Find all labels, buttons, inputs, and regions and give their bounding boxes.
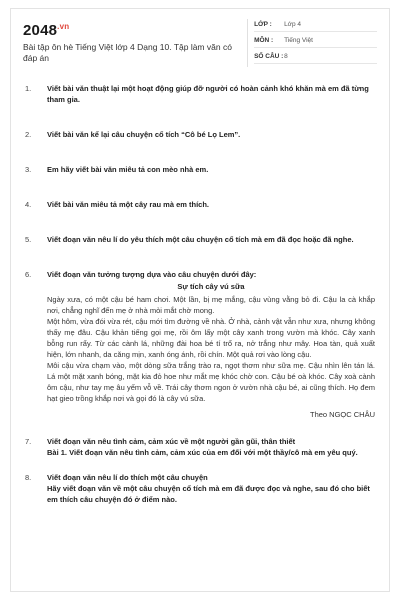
meta-label: MÔN : (254, 37, 274, 44)
story-passage (47, 281, 375, 420)
meta-row-class (254, 19, 377, 32)
question-subtask: Bài 1. Viết đoạn văn nêu tình cảm, cảm xúc của em đối với một thầy/cô mà em yêu quý. (47, 448, 358, 457)
meta-label: LỚP : (254, 21, 272, 28)
question-text: Viết bài văn kể lại câu chuyện cổ tích “Cô bé Lọ Lem”. (47, 130, 241, 139)
question-text: Viết bài văn thuật lại một hoạt động giúp đỡ người có hoàn cảnh khó khăn mà em đã từng tham gia. (47, 84, 369, 104)
question-item (25, 129, 375, 140)
question-number: 7. (25, 437, 32, 446)
question-number: 5. (25, 235, 32, 244)
header-left (23, 19, 247, 67)
question-item (25, 436, 375, 458)
meta-value: Lớp 4 (284, 21, 301, 28)
question-text: Viết đoạn văn nêu lí do yêu thích một câu chuyện cổ tích mà em đã đọc hoặc đã nghe. (47, 235, 354, 244)
question-text: Viết đoạn văn tưởng tượng dựa vào câu chuyện dưới đây: (47, 270, 257, 279)
question-number: 4. (25, 200, 32, 209)
story-paragraph: Môi cậu vừa chạm vào, một dòng sữa trắng trào ra, ngọt thơm như sữa mẹ. Cậu nhìn lên tán lá. Lá một mặt xanh bóng, mặt kia đỏ hoe như mắt mẹ khóc chờ con. Cậu bé oà khóc. Cây xoà cành ôm cậu, như tay mẹ âu yếm vỗ về. Trái cây thơm ngon ở vườn nhà cậu bé, ai cũng thích. Họ đem hạt gieo trồng khắp nơi và gọi đó là cây vú sữa. (47, 361, 375, 403)
question-text: Viết đoạn văn nêu tình cảm, cảm xúc về một người gần gũi, thân thiết (47, 437, 296, 446)
logo-tld: .vn (57, 22, 70, 31)
worksheet-title: Bài tập ôn hè Tiếng Việt lớp 4 Dạng 10. Tập làm văn có đáp án (23, 42, 232, 63)
question-item (25, 164, 375, 175)
question-number: 6. (25, 270, 32, 279)
question-subtask: Hãy viết đoạn văn về một câu chuyện cổ tích mà em đã được đọc và nghe, sau đó cho biết em thích câu chuyện đó ở điểm nào. (47, 484, 370, 504)
story-paragraph: Ngày xưa, có một cậu bé ham chơi. Một lần, bị mẹ mắng, cậu vùng vằng bỏ đi. Cậu la cà khắp nơi, chẳng nghĩ đến mẹ ở nhà mỏi mắt chờ mong. (47, 295, 375, 315)
question-list (11, 73, 389, 505)
meta-label: SỐ CÂU : (254, 53, 284, 60)
logo-brand: 2048 (23, 22, 58, 39)
story-paragraph: Một hôm, vừa đói vừa rét, cậu mới tìm đường về nhà. Ở nhà, cảnh vật vẫn như xưa, nhưng không thấy mẹ đâu. Cậu khản tiếng gọi mẹ, rồi ôm lấy một cây xanh trong vườn mà khóc. Cây xanh bỗng run rẩy. Từ các cành lá, những đài hoa bé tí trổ ra, nở trắng như mây. Hoa tàn, quả xuất hiện, lớn nhanh, da căng mịn, xanh óng ánh, rồi chín. Một quả rơi vào lòng cậu. (47, 317, 375, 359)
question-text: Viết bài văn miêu tả một cây rau mà em thích. (47, 200, 210, 209)
question-number: 2. (25, 130, 32, 139)
worksheet-meta (247, 19, 377, 67)
meta-value: 8 (284, 53, 288, 60)
meta-row-subject (254, 35, 377, 48)
question-item (25, 472, 375, 505)
worksheet-header (11, 9, 389, 73)
question-item (25, 199, 375, 210)
question-number: 1. (25, 84, 32, 93)
site-logo[interactable] (23, 19, 247, 39)
meta-value: Tiếng Việt (284, 37, 313, 44)
question-text: Em hãy viết bài văn miêu tả con mèo nhà em. (47, 165, 209, 174)
meta-row-count (254, 51, 377, 64)
story-title: Sự tích cây vú sữa (177, 282, 245, 291)
question-item (25, 269, 375, 420)
question-number: 3. (25, 165, 32, 174)
question-item (25, 83, 375, 105)
question-text: Viết đoạn văn nêu lí do thích một câu chuyện (47, 473, 208, 482)
question-number: 8. (25, 473, 32, 482)
worksheet-page (10, 8, 390, 592)
question-item (25, 234, 375, 245)
story-author: Theo NGỌC CHÂU (309, 410, 375, 419)
